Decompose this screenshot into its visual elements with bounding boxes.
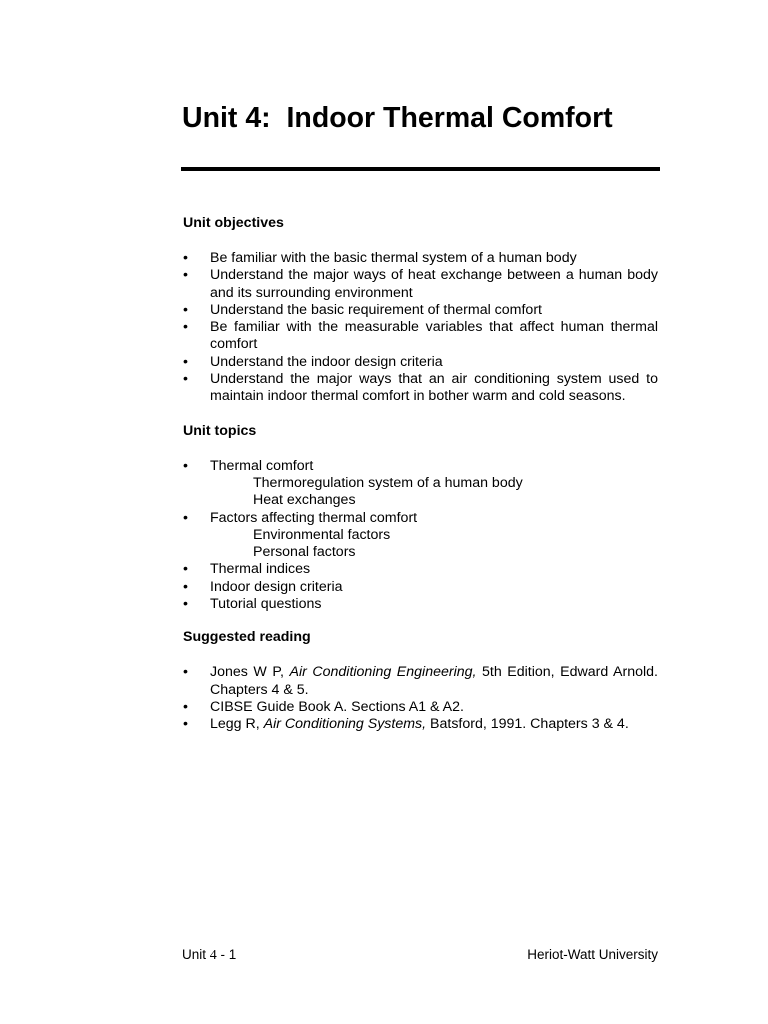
bullet-icon: • [183, 561, 188, 578]
title-divider [181, 167, 660, 171]
objective-item [183, 319, 658, 354]
reading-author: Jones W P, [210, 664, 290, 681]
objective-text: Understand the basic requirement of thermal comfort [210, 301, 542, 318]
bullet-icon: • [183, 596, 188, 613]
subtopic-item: Personal factors [253, 544, 356, 561]
subtopic-item: Heat exchanges [253, 492, 356, 509]
bullet-icon: • [183, 250, 188, 266]
reading-item [183, 664, 658, 699]
objective-item [183, 267, 658, 302]
page-content [183, 213, 658, 734]
bullet-icon: • [183, 353, 188, 370]
footer-page-label [182, 946, 236, 965]
reading-item [183, 699, 658, 716]
subtopic-item: Thermoregulation system of a human body [253, 474, 523, 491]
objective-text: Understand the major ways that an air conditioning system used to maintain indoor thermal comfort in bother warm and cold seasons. [210, 371, 658, 405]
topic-item [183, 458, 658, 510]
objective-text: Understand the major ways of heat exchange between a human body and its surrounding environment [210, 267, 658, 301]
topic-item [183, 561, 658, 578]
reading-author: Legg R, [210, 716, 264, 733]
bullet-icon: • [183, 267, 188, 284]
objective-text: Understand the indoor design criteria [210, 353, 443, 370]
objectives-list [183, 250, 658, 406]
bullet-icon: • [183, 509, 188, 526]
bullet-icon: • [183, 578, 188, 595]
reading-details: 5th Edition, Edward Arnold. Chapters 4 & 5. [210, 664, 658, 698]
objective-item [183, 371, 658, 406]
objective-text: Be familiar with the measurable variables that affect human thermal comfort [210, 319, 658, 353]
objectives-heading: Unit objectives [183, 215, 284, 231]
reading-list [183, 664, 658, 733]
topics-heading: Unit topics [183, 422, 257, 439]
objective-item [183, 302, 658, 319]
footer-page-suffix: - 1 [216, 947, 237, 962]
reading-item [183, 716, 658, 733]
objective-item [183, 354, 658, 371]
bullet-icon: • [183, 457, 188, 474]
topic-label: Factors affecting thermal comfort [210, 509, 418, 526]
bullet-icon: • [183, 371, 188, 388]
footer-institution: Heriot-Watt University [527, 947, 658, 962]
topic-label: Indoor design criteria [210, 578, 343, 595]
topic-label: Tutorial questions [210, 596, 322, 613]
topic-label: Thermal comfort [210, 457, 314, 474]
page-title: Unit 4: Indoor Thermal Comfort [182, 102, 613, 134]
footer-unit-label: Unit [182, 947, 210, 962]
reading-details: Batsford, 1991. Chapters 3 & 4. [426, 716, 629, 733]
topic-item [183, 510, 658, 562]
bullet-icon: • [183, 664, 188, 681]
reading-heading: Suggested reading [183, 629, 311, 646]
objective-item [183, 250, 658, 267]
topic-label: Thermal indices [210, 561, 311, 578]
bullet-icon: • [183, 716, 188, 733]
reading-book-title: Air Conditioning Systems, [263, 716, 427, 733]
subtopic-item: Environmental factors [253, 526, 391, 543]
bullet-icon: • [183, 301, 188, 318]
topics-list [183, 458, 658, 614]
objective-text: Be familiar with the basic thermal system of a human body [210, 250, 577, 266]
reading-author: CIBSE Guide Book A. Sections A1 & A2. [210, 698, 464, 715]
reading-book-title: Air Conditioning Engineering, [289, 664, 477, 681]
bullet-icon: • [183, 698, 188, 715]
topic-item [183, 579, 658, 596]
bullet-icon: • [183, 319, 188, 336]
footer-unit-number: 4 [209, 948, 217, 963]
topic-item [183, 596, 658, 613]
